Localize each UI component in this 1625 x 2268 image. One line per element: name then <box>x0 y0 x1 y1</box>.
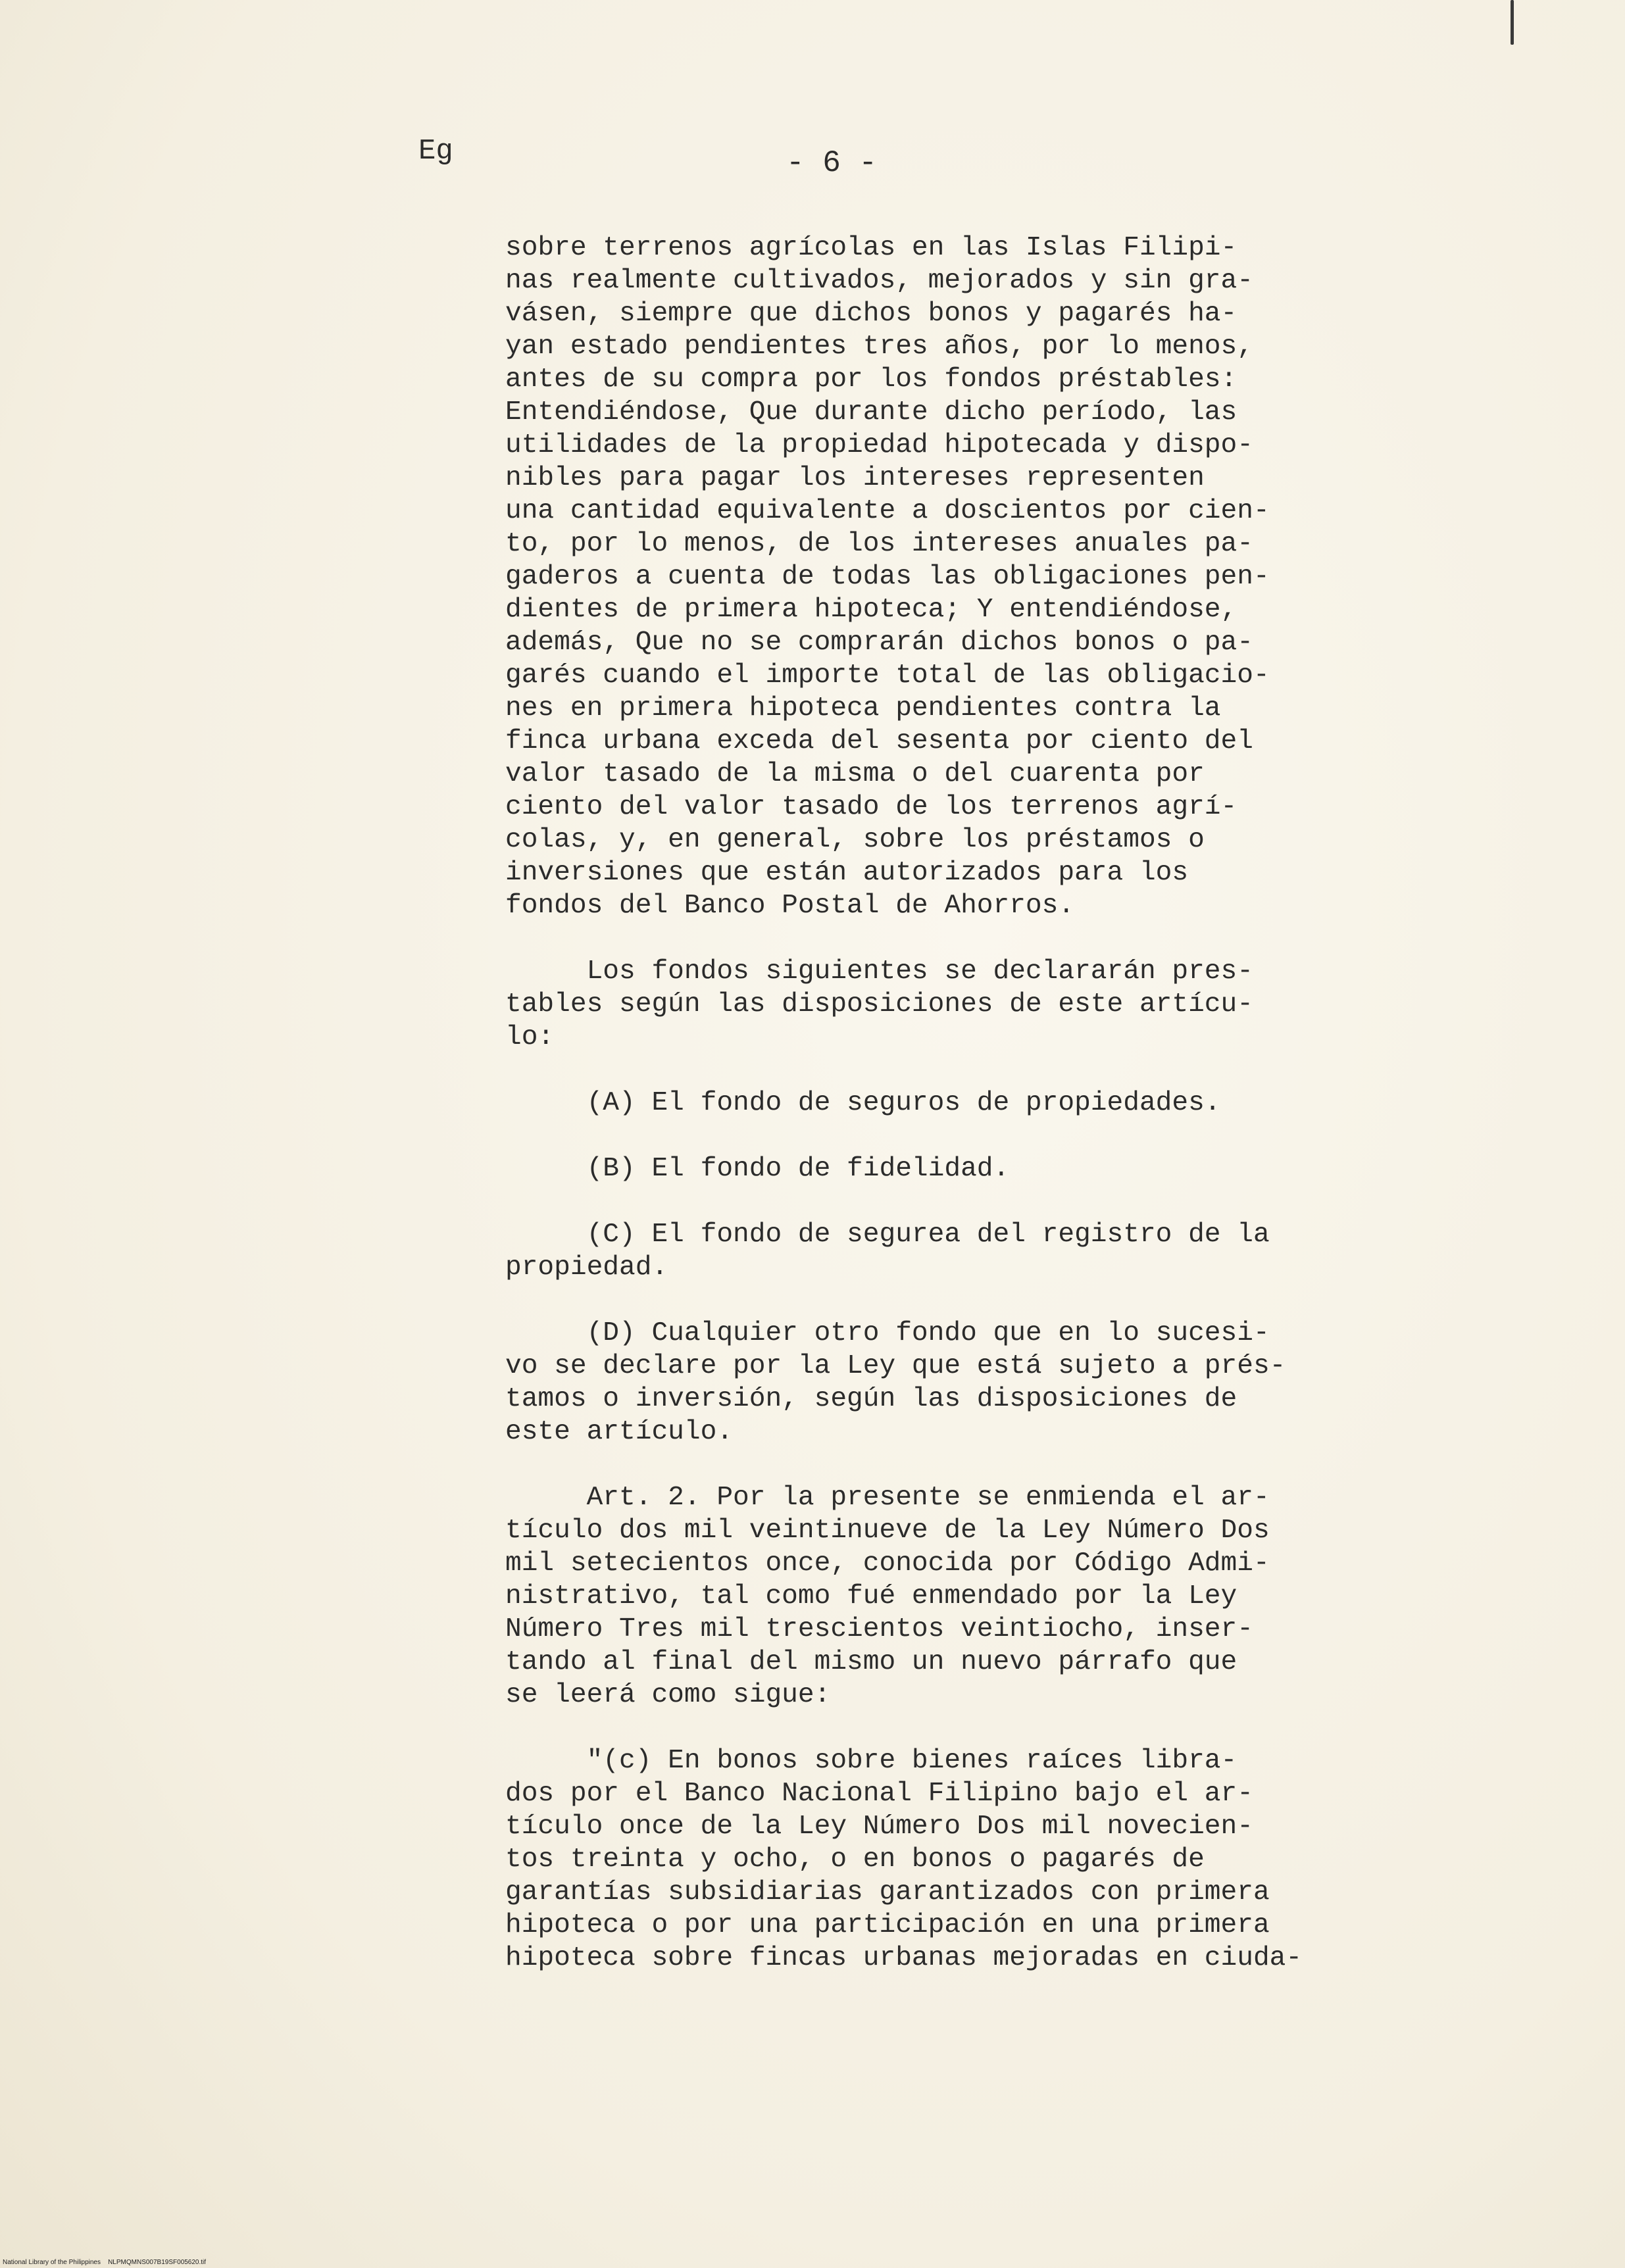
quote-line: garantías subsidiarias garantizados con primera <box>505 1877 1270 1908</box>
paragraph-gap <box>505 1284 1354 1317</box>
quote-line: "(c) En bonos sobre bienes raíces libra- <box>505 1746 1238 1776</box>
quote-line: dos por el Banco Nacional Filipino bajo el ar- <box>505 1779 1253 1809</box>
text-line: lo: <box>505 1022 555 1052</box>
paragraph-gap <box>505 1120 1354 1152</box>
typist-initials: Eg <box>418 135 453 168</box>
text-line: dientes de primera hipoteca; Y entendiéndose, <box>505 595 1238 625</box>
paragraph-gap <box>505 1054 1354 1087</box>
article-line: se leerá como sigue: <box>505 1680 831 1710</box>
list-item-d: (D) Cualquier otro fondo que en lo sucesi- <box>505 1318 1270 1348</box>
article-line: Art. 2. Por la presente se enmienda el ar- <box>505 1483 1270 1513</box>
text-line-entendiendose: Entendiéndose, Que durante dicho período, las <box>505 397 1238 428</box>
page-number: - 6 - <box>786 146 878 180</box>
text-line: gaderos a cuenta de todas las obligaciones pen- <box>505 562 1270 592</box>
list-item-c: propiedad. <box>505 1252 668 1283</box>
text-line: garés cuando el importe total de las obligacio- <box>505 660 1270 691</box>
list-item-b: (B) El fondo de fidelidad. <box>505 1154 1010 1184</box>
text-line: nes en primera hipoteca pendientes contra la <box>505 693 1221 724</box>
quote-line: tos treinta y ocho, o en bonos o pagarés de <box>505 1844 1205 1875</box>
text-line: además, Que no se comprarán dichos bonos o pa- <box>505 628 1253 658</box>
text-line: inversiones que están autorizados para los <box>505 858 1189 888</box>
quote-line: hipoteca o por una participación en una primera <box>505 1910 1270 1940</box>
paragraph-gap <box>505 1712 1354 1744</box>
paragraph-gap <box>505 922 1354 955</box>
list-item-c: (C) El fondo de segurea del registro de la <box>505 1220 1270 1250</box>
article-line: Número Tres mil trescientos veintiocho, inser- <box>505 1614 1253 1644</box>
text-line: colas, y, en general, sobre los préstamos o <box>505 825 1205 855</box>
list-item-d: este artículo. <box>505 1417 734 1447</box>
archive-footer: National Library of the Philippines NLPMQMNS007B19SF005620.tif <box>3 2259 207 2266</box>
text-line: valor tasado de la misma o del cuarenta por <box>505 759 1205 789</box>
text-line: nas realmente cultivados, mejorados y sin gra- <box>505 266 1253 296</box>
article-line: mil setecientos once, conocida por Código Admi- <box>505 1548 1270 1579</box>
text-line: tables según las disposiciones de este artícu- <box>505 989 1253 1020</box>
text-line: fondos del Banco Postal de Ahorros. <box>505 891 1075 921</box>
list-item-d: vo se declare por la Ley que está sujeto a prés- <box>505 1351 1286 1381</box>
text-line: to, por lo menos, de los intereses anuales pa- <box>505 529 1253 559</box>
text-line: nibles para pagar los intereses representen <box>505 463 1205 493</box>
article-line: nistrativo, tal como fué enmendado por la Ley <box>505 1581 1238 1612</box>
text-line: finca urbana exceda del sesenta por ciento del <box>505 726 1253 756</box>
text-line: yan estado pendientes tres años, por lo menos, <box>505 332 1253 362</box>
list-item-a: (A) El fondo de seguros de propiedades. <box>505 1088 1221 1118</box>
quote-line: tículo once de la Ley Número Dos mil novecien- <box>505 1812 1253 1842</box>
body-text <box>505 232 1354 1975</box>
quote-line: hipoteca sobre fincas urbanas mejoradas en ciuda- <box>505 1943 1303 1973</box>
list-item-d: tamos o inversión, según las disposiciones de <box>505 1384 1238 1414</box>
article-line: tando al final del mismo un nuevo párrafo que <box>505 1647 1238 1677</box>
paragraph-gap <box>505 1185 1354 1218</box>
text-line: vásen, siempre que dichos bonos y pagarés ha- <box>505 299 1238 329</box>
text-line: sobre terrenos agrícolas en las Islas Filipi- <box>505 233 1238 263</box>
paragraph-gap <box>505 1448 1354 1481</box>
text-line: ciento del valor tasado de los terrenos agrí- <box>505 792 1238 822</box>
text-line: utilidades de la propiedad hipotecada y dispo- <box>505 430 1253 460</box>
article-line: tículo dos mil veintinueve de la Ley Número Dos <box>505 1516 1270 1546</box>
edge-mark <box>1511 0 1514 45</box>
text-line: una cantidad equivalente a doscientos por cien- <box>505 496 1270 526</box>
text-line: antes de su compra por los fondos préstables: <box>505 364 1238 395</box>
text-line: Los fondos siguientes se declararán pres- <box>505 956 1253 987</box>
